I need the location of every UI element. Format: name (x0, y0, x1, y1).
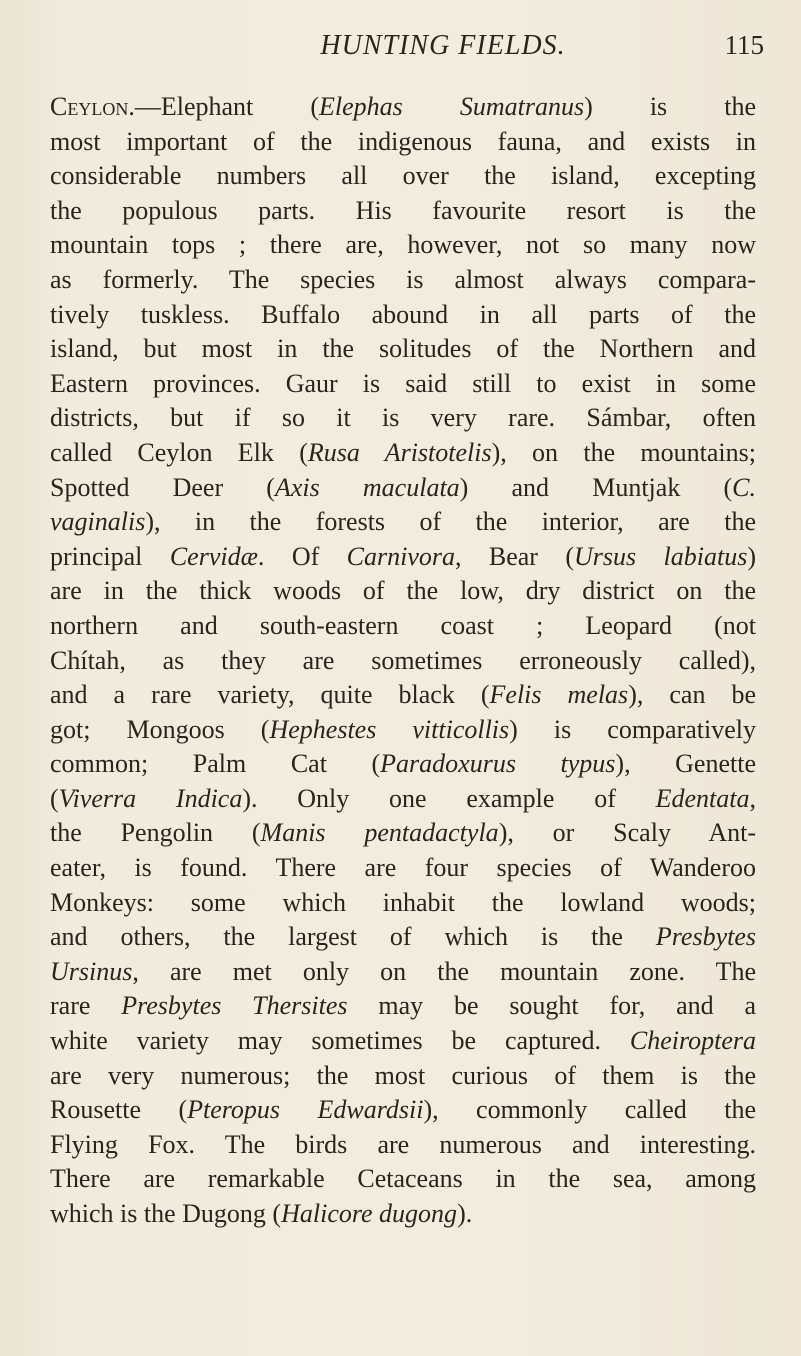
text-line: northern and south-eastern coast ; Leopard (not (50, 610, 756, 640)
text-line: and others, the largest of which is the Presbytes (50, 922, 756, 952)
text-line: are very numerous; the most curious of them is the (50, 1060, 756, 1090)
text-line: the populous parts. His favourite resort is the (50, 195, 756, 225)
text-line: called Ceylon Elk (Rusa Aristotelis), on the mountains; (50, 437, 756, 467)
text-line: Monkeys: some which inhabit the lowland woods; (50, 887, 756, 917)
text-line: Ceylon.—Elephant (Elephas Sumatranus) is the (50, 92, 756, 121)
text-line: white variety may sometimes be captured. Cheiroptera (50, 1026, 756, 1056)
text-line: There are remarkable Cetaceans in the sea, among (50, 1164, 756, 1194)
text-line: principal Cervidæ. Of Carnivora, Bear (Ursus labiatus) (50, 541, 756, 571)
page-number: 115 (724, 30, 764, 60)
running-title: HUNTING FIELDS. (320, 30, 566, 61)
text-line: and a rare variety, quite black (Felis melas), can be (50, 680, 756, 710)
text-line: the Pengolin (Manis pentadactyla), or Scaly Ant- (50, 818, 756, 848)
text-line: which is the Dugong (Halicore dugong). (50, 1199, 473, 1228)
text-line: as formerly. The species is almost always compara- (50, 264, 756, 294)
text-line: Rousette (Pteropus Edwardsii), commonly called the (50, 1095, 757, 1125)
text-line: vaginalis), in the forests of the interior, are the (50, 507, 756, 537)
text-line: (Viverra Indica). Only one example of Edentata, (50, 783, 756, 813)
text-line: most important of the indigenous fauna, and exists in (50, 126, 756, 156)
text-line: Spotted Deer (Axis maculata) and Muntjak (C. (50, 472, 756, 502)
text-line: mountain tops ; there are, however, not so many now (50, 230, 756, 260)
text-line: Eastern provinces. Gaur is said still to exist in some (50, 368, 756, 398)
running-head (110, 30, 776, 70)
text-line: are in the thick woods of the low, dry district on the (50, 576, 756, 606)
text-line: Flying Fox. The birds are numerous and interesting. (50, 1129, 756, 1159)
text-line: common; Palm Cat (Paradoxurus typus), Genette (50, 749, 756, 779)
text-line: considerable numbers all over the island, excepting (50, 161, 756, 191)
text-line: districts, but if so it is very rare. Sámbar, often (50, 403, 756, 433)
text-line: got; Mongoos (Hephestes vitticollis) is comparatively (50, 714, 756, 744)
text-line: Chítah, as they are sometimes erroneously called), (50, 645, 756, 675)
text-line: island, but most in the solitudes of the Northern and (50, 334, 756, 364)
text-line: Ursinus, are met only on the mountain zone. The (50, 956, 756, 986)
text-line: eater, is found. There are four species of Wanderoo (50, 853, 756, 883)
text-line: rare Presbytes Thersites may be sought for, and a (50, 991, 756, 1021)
body-paragraph (50, 90, 756, 1232)
text-line: tively tuskless. Buffalo abound in all parts of the (50, 299, 756, 329)
